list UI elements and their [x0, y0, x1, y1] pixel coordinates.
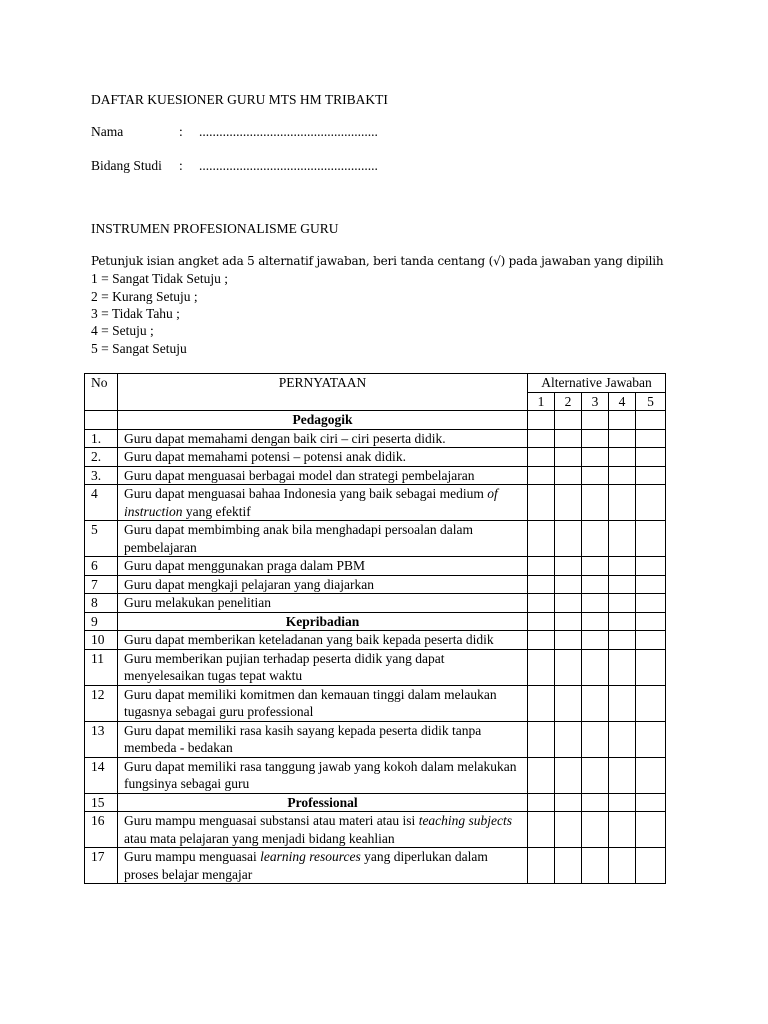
row-number: 5 [85, 521, 118, 557]
statement-row [85, 812, 666, 848]
row-number: 4 [85, 485, 118, 521]
statement-italic-term: teaching subjects [418, 813, 513, 828]
answer-cell-1[interactable] [528, 649, 555, 685]
answer-cell-5[interactable] [636, 631, 666, 650]
answer-number: 2 [555, 392, 582, 411]
answer-cell-2[interactable] [555, 466, 582, 485]
answer-cell-5 [636, 411, 666, 430]
statement-text-part: Guru dapat menguasai bahaa Indonesia yang baik sebagai medium [124, 486, 488, 501]
answer-cell-2[interactable] [555, 557, 582, 576]
answer-cell-1[interactable] [528, 429, 555, 448]
answer-cell-5 [636, 612, 666, 631]
statement-row [85, 575, 666, 594]
answer-cell-1[interactable] [528, 466, 555, 485]
statement-row [85, 521, 666, 557]
answer-cell-2 [555, 612, 582, 631]
answer-cell-3[interactable] [582, 685, 609, 721]
answer-cell-4[interactable] [609, 812, 636, 848]
answer-cell-3[interactable] [582, 521, 609, 557]
scale-item: 5 = Sangat Setuju [91, 341, 187, 356]
answer-cell-5 [636, 793, 666, 812]
answer-number: 5 [636, 392, 666, 411]
statement-row [85, 448, 666, 467]
statement-text: Guru dapat membimbing anak bila menghadapi persoalan dalam pembelajaran [118, 521, 528, 557]
answer-cell-4[interactable] [609, 557, 636, 576]
statement-row [85, 757, 666, 793]
row-number: 13 [85, 721, 118, 757]
questionnaire-table [84, 373, 666, 884]
answer-cell-3[interactable] [582, 557, 609, 576]
section-title: Pedagogik [118, 411, 528, 430]
answer-cell-4[interactable] [609, 594, 636, 613]
answer-cell-1[interactable] [528, 757, 555, 793]
row-number: 6 [85, 557, 118, 576]
answer-cell-1 [528, 411, 555, 430]
answer-cell-2[interactable] [555, 594, 582, 613]
answer-cell-5[interactable] [636, 848, 666, 884]
answer-cell-2 [555, 411, 582, 430]
statement-text: Guru dapat memahami dengan baik ciri – ciri peserta didik. [118, 429, 528, 448]
statement-text [118, 485, 528, 521]
row-number: 12 [85, 685, 118, 721]
answer-cell-3[interactable] [582, 757, 609, 793]
row-number: 2. [85, 448, 118, 467]
answer-cell-1[interactable] [528, 557, 555, 576]
answer-cell-4[interactable] [609, 485, 636, 521]
answer-cell-1[interactable] [528, 848, 555, 884]
answer-cell-2[interactable] [555, 721, 582, 757]
answer-cell-5[interactable] [636, 685, 666, 721]
statement-italic-term: learning resources [260, 849, 361, 864]
statement-text-part: yang efektif [182, 503, 251, 519]
statement-text-part: Guru mampu menguasai [124, 849, 261, 864]
answer-cell-3[interactable] [582, 485, 609, 521]
answer-cell-1[interactable] [528, 485, 555, 521]
name-field [91, 123, 491, 140]
answer-cell-3[interactable] [582, 631, 609, 650]
row-number: 7 [85, 575, 118, 594]
answer-cell-5[interactable] [636, 466, 666, 485]
answer-cell-3 [582, 793, 609, 812]
answer-cell-2 [555, 793, 582, 812]
subject-field [91, 157, 491, 174]
statement-text-part: Guru mampu menguasai substansi atau materi atau isi [124, 813, 419, 828]
answer-cell-1[interactable] [528, 685, 555, 721]
statement-text-part: yang diperlukan dalam proses belajar mengajar [124, 849, 488, 882]
answer-cell-3[interactable] [582, 848, 609, 884]
answer-cell-1 [528, 612, 555, 631]
answer-cell-1 [528, 793, 555, 812]
scale-item: 1 = Sangat Tidak Setuju ; [91, 271, 229, 286]
answer-cell-4[interactable] [609, 649, 636, 685]
answer-cell-1[interactable] [528, 575, 555, 594]
instrument-title: INSTRUMEN PROFESIONALISME GURU [91, 221, 339, 236]
answer-cell-5[interactable] [636, 812, 666, 848]
answer-cell-4[interactable] [609, 466, 636, 485]
answer-cell-5[interactable] [636, 721, 666, 757]
answer-cell-4[interactable] [609, 757, 636, 793]
answer-cell-2[interactable] [555, 575, 582, 594]
answer-cell-4 [609, 411, 636, 430]
answer-cell-5[interactable] [636, 575, 666, 594]
statement-text: Guru dapat menggunakan praga dalam PBM [118, 557, 528, 576]
answer-cell-1[interactable] [528, 594, 555, 613]
subject-label: Bidang Studi [91, 158, 162, 173]
name-colon: : [179, 124, 183, 139]
statement-italic-term: of instruction [124, 486, 498, 519]
statement-text: Guru dapat memiliki rasa tanggung jawab yang kokoh dalam melakukan fungsinya sebagai guru [118, 757, 528, 793]
answer-cell-3[interactable] [582, 812, 609, 848]
answer-cell-3[interactable] [582, 466, 609, 485]
header-answers: Alternative Jawaban [528, 374, 666, 393]
answer-cell-1[interactable] [528, 631, 555, 650]
row-number: 3. [85, 466, 118, 485]
answer-cell-2[interactable] [555, 848, 582, 884]
row-number: 16 [85, 812, 118, 848]
answer-cell-5[interactable] [636, 485, 666, 521]
answer-cell-3[interactable] [582, 429, 609, 448]
answer-cell-2[interactable] [555, 685, 582, 721]
subject-blank[interactable]: ..................................................... [199, 158, 378, 173]
answer-cell-4[interactable] [609, 448, 636, 467]
answer-number: 1 [528, 392, 555, 411]
answer-cell-5[interactable] [636, 557, 666, 576]
row-number: 9 [85, 612, 118, 631]
answer-cell-3[interactable] [582, 575, 609, 594]
answer-cell-2[interactable] [555, 631, 582, 650]
answer-cell-5[interactable] [636, 521, 666, 557]
row-number [85, 411, 118, 430]
answer-cell-3[interactable] [582, 594, 609, 613]
statement-text [118, 812, 528, 848]
statement-row [85, 485, 666, 521]
answer-cell-2[interactable] [555, 649, 582, 685]
scale-item: 4 = Setuju ; [91, 323, 154, 338]
subject-colon: : [179, 158, 183, 173]
statement-row [85, 429, 666, 448]
statement-text: Guru dapat menguasai berbagai model dan strategi pembelajaran [118, 466, 528, 485]
answer-cell-3[interactable] [582, 649, 609, 685]
answer-cell-4[interactable] [609, 685, 636, 721]
statement-row [85, 649, 666, 685]
answer-cell-4[interactable] [609, 575, 636, 594]
answer-number: 4 [609, 392, 636, 411]
scale-item: 3 = Tidak Tahu ; [91, 306, 180, 321]
row-number: 1. [85, 429, 118, 448]
answer-cell-5[interactable] [636, 594, 666, 613]
row-number: 17 [85, 848, 118, 884]
name-blank[interactable]: ..................................................... [199, 124, 378, 139]
row-number: 10 [85, 631, 118, 650]
answer-cell-2[interactable] [555, 448, 582, 467]
section-title: Kepribadian [118, 612, 528, 631]
section-row [85, 411, 666, 430]
statement-row [85, 685, 666, 721]
statement-text: Guru dapat memberikan keteladanan yang baik kepada peserta didik [118, 631, 528, 650]
section-row [85, 612, 666, 631]
answer-cell-3[interactable] [582, 448, 609, 467]
statement-row [85, 721, 666, 757]
answer-cell-5[interactable] [636, 448, 666, 467]
answer-cell-4[interactable] [609, 848, 636, 884]
statement-text: Guru dapat memiliki komitmen dan kemauan tinggi dalam melaukan tugasnya sebagai guru professional [118, 685, 528, 721]
answer-cell-5[interactable] [636, 649, 666, 685]
answer-cell-1[interactable] [528, 521, 555, 557]
answer-cell-2[interactable] [555, 812, 582, 848]
answer-cell-3 [582, 612, 609, 631]
scale-item: 2 = Kurang Setuju ; [91, 289, 198, 304]
name-label: Nama [91, 124, 124, 139]
statement-row [85, 557, 666, 576]
answer-cell-3 [582, 411, 609, 430]
section-row [85, 793, 666, 812]
table-header-row [85, 374, 666, 393]
answer-cell-4 [609, 793, 636, 812]
answer-cell-2[interactable] [555, 521, 582, 557]
answer-cell-1[interactable] [528, 812, 555, 848]
section-title: Professional [118, 793, 528, 812]
instruction-text: Petunjuk isian angket ada 5 alternatif jawaban, beri tanda centang (√) pada jawaban yang dipilih [91, 254, 664, 268]
answer-number: 3 [582, 392, 609, 411]
statement-row [85, 466, 666, 485]
answer-cell-4 [609, 612, 636, 631]
row-number: 14 [85, 757, 118, 793]
statement-row [85, 848, 666, 884]
answer-cell-4[interactable] [609, 429, 636, 448]
answer-cell-2[interactable] [555, 757, 582, 793]
statement-text: Guru dapat memiliki rasa kasih sayang kepada peserta didik tanpa membeda - bedakan [118, 721, 528, 757]
statement-text: Guru melakukan penelitian [118, 594, 528, 613]
statement-text-part: atau mata pelajaran yang menjadi bidang keahlian [124, 830, 395, 846]
header-statement: PERNYATAAN [118, 374, 528, 411]
answer-cell-5[interactable] [636, 757, 666, 793]
answer-cell-1[interactable] [528, 448, 555, 467]
answer-cell-4[interactable] [609, 721, 636, 757]
answer-cell-3[interactable] [582, 721, 609, 757]
statement-text: Guru dapat memahami potensi – potensi anak didik. [118, 448, 528, 467]
statement-row [85, 594, 666, 613]
document-title: DAFTAR KUESIONER GURU MTS HM TRIBAKTI [91, 92, 388, 107]
row-number: 11 [85, 649, 118, 685]
answer-cell-4[interactable] [609, 631, 636, 650]
answer-cell-1[interactable] [528, 721, 555, 757]
statement-text [118, 848, 528, 884]
answer-cell-5[interactable] [636, 429, 666, 448]
statement-text: Guru dapat mengkaji pelajaran yang diajarkan [118, 575, 528, 594]
row-number: 8 [85, 594, 118, 613]
answer-cell-4[interactable] [609, 521, 636, 557]
statement-row [85, 631, 666, 650]
answer-cell-2[interactable] [555, 429, 582, 448]
row-number: 15 [85, 793, 118, 812]
statement-text: Guru memberikan pujian terhadap peserta didik yang dapat menyelesaikan tugas tepat waktu [118, 649, 528, 685]
answer-cell-2[interactable] [555, 485, 582, 521]
header-no: No [85, 374, 118, 411]
table-body [85, 411, 666, 884]
